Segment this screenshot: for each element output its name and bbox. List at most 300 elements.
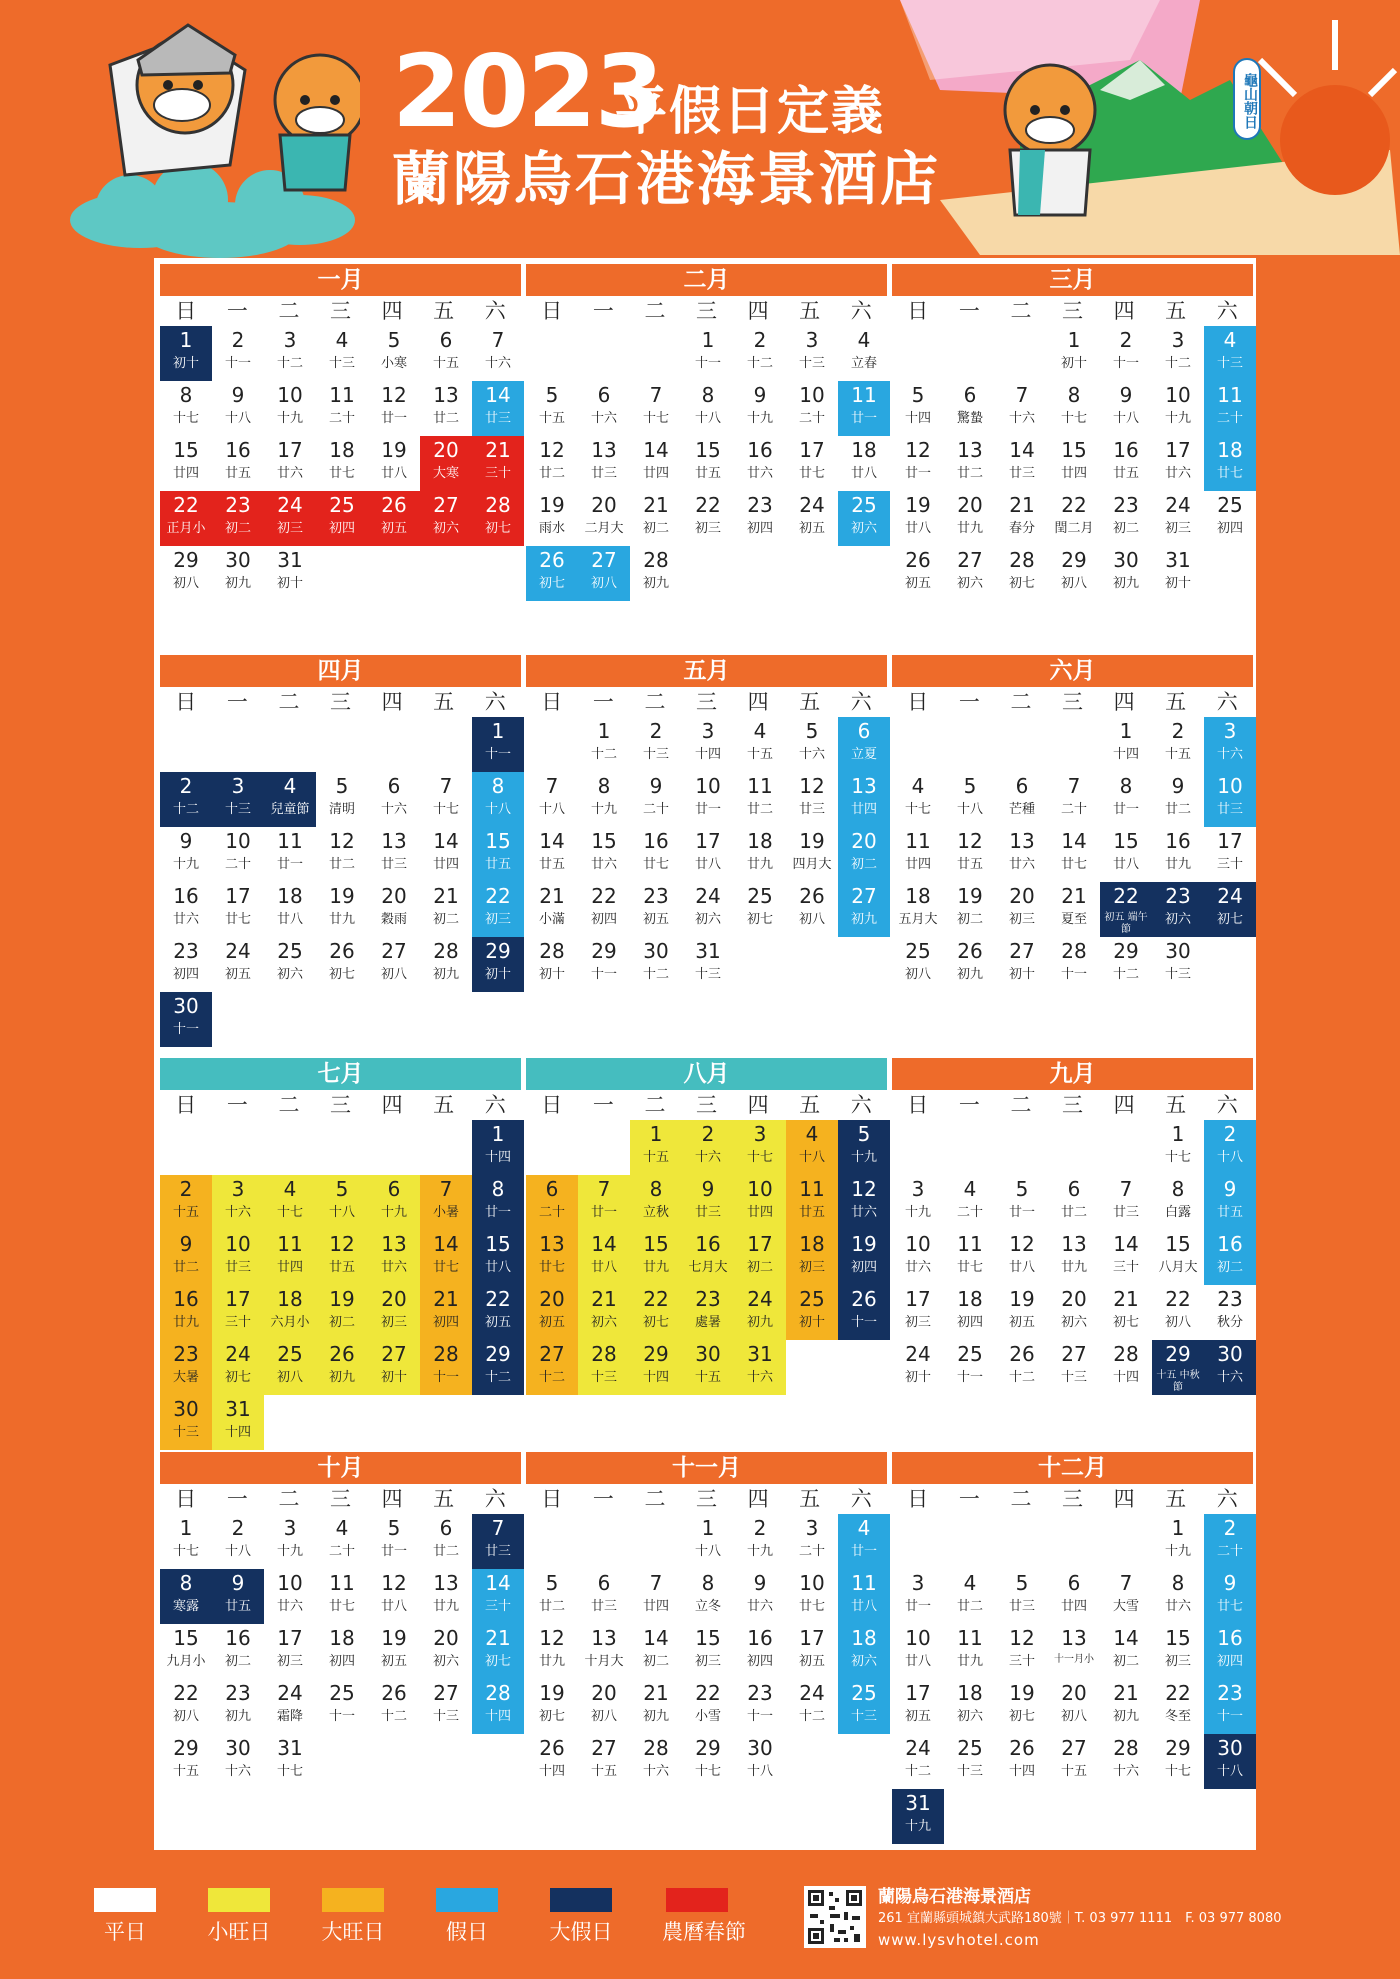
lunar-date: 廿四 xyxy=(432,857,459,872)
weekday-label: 四 xyxy=(747,299,769,323)
legend-item xyxy=(546,1888,616,1946)
lunar-date: 廿七 xyxy=(538,1260,565,1275)
day-number: 15 xyxy=(1165,1232,1191,1256)
lunar-date: 廿四 xyxy=(850,802,877,817)
lunar-date: 初五 xyxy=(904,1709,931,1724)
day-cell xyxy=(682,827,734,882)
lunar-date: 初十 xyxy=(798,1315,825,1330)
month-1 xyxy=(160,264,521,591)
day-cell xyxy=(1048,882,1100,937)
day-number: 27 xyxy=(1061,1342,1087,1366)
day-cell xyxy=(368,1230,420,1285)
day-number: 20 xyxy=(381,1287,407,1311)
day-number: 4 xyxy=(911,774,925,798)
lunar-date: 初九 xyxy=(746,1315,773,1330)
weekday-label: 日 xyxy=(541,1093,563,1117)
day-number: 31 xyxy=(905,1791,931,1815)
day-number: 6 xyxy=(387,774,401,798)
weekday-label: 日 xyxy=(907,1487,929,1511)
weekday-label: 三 xyxy=(1062,1487,1084,1511)
day-cell xyxy=(1048,1569,1100,1624)
day-number: 24 xyxy=(277,493,303,517)
weekday-label: 一 xyxy=(226,1093,248,1117)
month-header: 十二月 xyxy=(892,1452,1253,1484)
day-cell xyxy=(892,1340,944,1395)
lunar-date: 廿一 xyxy=(1112,802,1139,817)
lunar-date: 廿一 xyxy=(694,802,721,817)
month-header: 三月 xyxy=(892,264,1253,296)
day-cell xyxy=(264,1734,316,1789)
day-cell xyxy=(1048,436,1100,491)
month-header: 四月 xyxy=(160,655,521,687)
day-number: 1 xyxy=(1171,1516,1185,1540)
lunar-date: 廿三 xyxy=(380,857,407,872)
day-cell xyxy=(578,1569,630,1624)
lunar-date: 二十 xyxy=(538,1205,565,1220)
day-cell xyxy=(838,772,890,827)
day-cell xyxy=(1048,381,1100,436)
day-number: 28 xyxy=(539,939,565,963)
day-number: 4 xyxy=(335,1516,349,1540)
day-number: 26 xyxy=(1009,1342,1035,1366)
day-number: 29 xyxy=(1061,548,1087,572)
lunar-date: 立春 xyxy=(850,356,877,371)
day-cell xyxy=(630,436,682,491)
day-number: 28 xyxy=(433,1342,459,1366)
day-cell xyxy=(472,1285,524,1340)
day-cell xyxy=(368,436,420,491)
day-cell xyxy=(212,1395,264,1450)
day-number: 20 xyxy=(591,1681,617,1705)
lunar-date: 二十 xyxy=(798,411,825,426)
weekday-header-row xyxy=(892,1090,1253,1120)
legend-label: 大假日 xyxy=(549,1920,613,1944)
month-3 xyxy=(892,264,1253,591)
day-number: 19 xyxy=(539,1681,565,1705)
lunar-date: 十五 xyxy=(590,1764,617,1779)
day-number: 30 xyxy=(225,548,251,572)
lunar-date: 十六 xyxy=(224,1205,251,1220)
day-cell xyxy=(944,436,996,491)
day-cell xyxy=(838,1569,890,1624)
weekday-label: 五 xyxy=(1165,299,1187,323)
lunar-date: 十三 xyxy=(956,1764,983,1779)
legend-item xyxy=(318,1888,388,1946)
day-number: 16 xyxy=(173,884,199,908)
day-cell xyxy=(420,436,472,491)
day-number: 29 xyxy=(1165,1736,1191,1760)
day-cell xyxy=(212,491,264,546)
day-cell xyxy=(682,491,734,546)
day-cell xyxy=(420,1230,472,1285)
day-number: 10 xyxy=(225,1232,251,1256)
day-cell xyxy=(1100,491,1152,546)
day-cell xyxy=(682,1679,734,1734)
day-cell xyxy=(1204,491,1256,546)
day-cell xyxy=(630,1734,682,1789)
lunar-date: 初二 xyxy=(328,1315,355,1330)
day-cell xyxy=(1100,882,1152,937)
lunar-date: 十三 xyxy=(224,802,251,817)
day-cell xyxy=(212,1285,264,1340)
day-cell xyxy=(526,1230,578,1285)
day-cell xyxy=(526,1285,578,1340)
day-number: 10 xyxy=(277,1571,303,1595)
day-cell xyxy=(264,937,316,992)
lunar-date: 十一 xyxy=(746,1709,773,1724)
day-cell xyxy=(1152,381,1204,436)
day-number: 15 xyxy=(485,1232,511,1256)
day-number: 13 xyxy=(433,1571,459,1595)
weekday-label: 五 xyxy=(433,690,455,714)
day-number: 19 xyxy=(329,884,355,908)
lunar-date: 廿三 xyxy=(1112,1205,1139,1220)
lunar-date: 十一 xyxy=(1112,356,1139,371)
day-cell xyxy=(786,1230,838,1285)
lunar-date: 初三 xyxy=(694,1654,721,1669)
day-number: 30 xyxy=(1165,939,1191,963)
day-number: 23 xyxy=(1165,884,1191,908)
weekday-header-row xyxy=(526,1484,887,1514)
day-cell xyxy=(212,1340,264,1395)
day-number: 17 xyxy=(225,1287,251,1311)
lunar-date: 廿二 xyxy=(432,1544,459,1559)
lunar-date: 廿五 xyxy=(694,466,721,481)
weekday-label: 四 xyxy=(747,1093,769,1117)
day-cell xyxy=(368,1175,420,1230)
day-cell xyxy=(892,1175,944,1230)
day-cell xyxy=(892,772,944,827)
day-number: 8 xyxy=(491,774,505,798)
day-cell xyxy=(526,1624,578,1679)
day-number: 13 xyxy=(851,774,877,798)
lunar-date: 初四 xyxy=(172,967,199,982)
day-cell xyxy=(734,1679,786,1734)
lunar-date: 十八 xyxy=(484,802,511,817)
lunar-date: 十六 xyxy=(1216,1370,1243,1385)
day-cell xyxy=(838,717,890,772)
footer-website-link[interactable]: www.lysvhotel.com xyxy=(878,1931,1040,1949)
lunar-date: 廿四 xyxy=(746,1205,773,1220)
weekday-label: 五 xyxy=(1165,1487,1187,1511)
lunar-date: 十六 xyxy=(1008,411,1035,426)
day-number: 8 xyxy=(597,774,611,798)
lunar-date: 廿七 xyxy=(798,1599,825,1614)
day-cell xyxy=(1204,1175,1256,1230)
lunar-date: 十五 xyxy=(1060,1764,1087,1779)
day-cell xyxy=(264,1569,316,1624)
lunar-date: 初二 xyxy=(1112,1654,1139,1669)
day-number: 2 xyxy=(649,719,663,743)
lunar-date: 十四 xyxy=(224,1425,251,1440)
day-cell xyxy=(734,1230,786,1285)
lunar-date: 十九 xyxy=(276,411,303,426)
day-number: 23 xyxy=(225,1681,251,1705)
day-cell xyxy=(368,1285,420,1340)
day-number: 27 xyxy=(591,548,617,572)
weekday-header-row xyxy=(892,1484,1253,1514)
day-number: 3 xyxy=(283,1516,297,1540)
month-header: 十一月 xyxy=(526,1452,887,1484)
lunar-date: 十二 xyxy=(590,747,617,762)
day-cell xyxy=(996,1734,1048,1789)
day-cell xyxy=(526,772,578,827)
weekday-label: 一 xyxy=(592,690,614,714)
lunar-date: 十二 xyxy=(1112,967,1139,982)
lunar-date: 廿二 xyxy=(1164,802,1191,817)
day-cell xyxy=(1048,1734,1100,1789)
weekday-label: 六 xyxy=(484,1487,506,1511)
lunar-date: 廿四 xyxy=(1060,1599,1087,1614)
lunar-date: 廿一 xyxy=(484,1205,511,1220)
day-cell xyxy=(892,1569,944,1624)
day-number: 12 xyxy=(329,1232,355,1256)
lunar-date: 初七 xyxy=(224,1370,251,1385)
day-cell xyxy=(526,546,578,601)
lunar-date: 十二 xyxy=(798,1709,825,1724)
day-cell xyxy=(160,882,212,937)
day-cell xyxy=(160,546,212,601)
lunar-date: 初五 xyxy=(380,521,407,536)
day-number: 17 xyxy=(225,884,251,908)
lunar-date: 廿七 xyxy=(956,1260,983,1275)
lunar-date: 廿六 xyxy=(172,912,199,927)
day-cell xyxy=(578,772,630,827)
day-number: 11 xyxy=(799,1177,825,1201)
day-cell xyxy=(996,1569,1048,1624)
day-number: 19 xyxy=(851,1232,877,1256)
day-number: 7 xyxy=(649,383,663,407)
day-number: 30 xyxy=(1113,548,1139,572)
weekday-label: 二 xyxy=(278,299,300,323)
lunar-date: 廿六 xyxy=(850,1205,877,1220)
lunar-date: 初二 xyxy=(1216,1260,1243,1275)
footer-hotel-name: 蘭陽烏石港海景酒店 xyxy=(878,1887,1031,1907)
lunar-date: 初三 xyxy=(484,912,511,927)
lunar-date: 十五 xyxy=(538,411,565,426)
day-number: 26 xyxy=(381,1681,407,1705)
lunar-date: 十八 xyxy=(1216,1150,1243,1165)
weekday-label: 日 xyxy=(175,299,197,323)
lunar-date: 十九 xyxy=(380,1205,407,1220)
day-cell xyxy=(1204,436,1256,491)
month-10 xyxy=(160,1452,521,1779)
day-number: 25 xyxy=(851,493,877,517)
day-cell xyxy=(316,1569,368,1624)
weekday-label: 二 xyxy=(1010,690,1032,714)
day-number: 2 xyxy=(753,1516,767,1540)
day-number: 17 xyxy=(799,438,825,462)
day-number: 8 xyxy=(701,1571,715,1595)
lunar-date: 初八 xyxy=(1164,1315,1191,1330)
lunar-date: 二十 xyxy=(1060,802,1087,817)
day-number: 27 xyxy=(433,1681,459,1705)
day-cell xyxy=(212,546,264,601)
day-number: 8 xyxy=(491,1177,505,1201)
day-cell xyxy=(630,1230,682,1285)
day-cell xyxy=(1152,1514,1204,1569)
lunar-date: 初五 xyxy=(484,1315,511,1330)
day-cell xyxy=(578,546,630,601)
day-cell xyxy=(630,1120,682,1175)
lunar-date: 十二 xyxy=(642,967,669,982)
legend-label: 假日 xyxy=(446,1920,488,1944)
day-number: 25 xyxy=(277,939,303,963)
lunar-date: 十三 xyxy=(590,1370,617,1385)
day-cell xyxy=(892,546,944,601)
day-cell xyxy=(1100,1175,1152,1230)
lunar-date: 十二 xyxy=(746,356,773,371)
lunar-date: 十八 xyxy=(224,411,251,426)
day-cell xyxy=(316,436,368,491)
day-number: 10 xyxy=(905,1626,931,1650)
day-number: 21 xyxy=(433,884,459,908)
day-cell xyxy=(892,1679,944,1734)
day-number: 23 xyxy=(1113,493,1139,517)
legend-item xyxy=(204,1888,274,1946)
day-number: 19 xyxy=(381,438,407,462)
day-cell xyxy=(682,1230,734,1285)
day-cell xyxy=(786,827,838,882)
day-cell xyxy=(734,772,786,827)
day-cell xyxy=(316,1175,368,1230)
day-cell xyxy=(786,1175,838,1230)
day-number: 7 xyxy=(491,328,505,352)
lunar-date: 初九 xyxy=(432,967,459,982)
day-number: 28 xyxy=(1113,1342,1139,1366)
lunar-date: 廿二 xyxy=(538,1599,565,1614)
lunar-date: 十九 xyxy=(276,1544,303,1559)
day-number: 27 xyxy=(433,493,459,517)
day-cell xyxy=(578,1340,630,1395)
lunar-date: 廿九 xyxy=(328,912,355,927)
lunar-date: 初二 xyxy=(642,1654,669,1669)
day-number: 30 xyxy=(173,1397,199,1421)
day-cell xyxy=(1152,326,1204,381)
day-number: 1 xyxy=(701,328,715,352)
day-number: 17 xyxy=(277,438,303,462)
day-number: 3 xyxy=(283,328,297,352)
day-cell xyxy=(578,937,630,992)
lunar-date: 三十 xyxy=(484,1599,511,1614)
day-number: 26 xyxy=(905,548,931,572)
day-number: 4 xyxy=(283,1177,297,1201)
month-header: 十月 xyxy=(160,1452,521,1484)
weekday-label: 六 xyxy=(484,299,506,323)
weekday-label: 一 xyxy=(958,690,980,714)
day-cell xyxy=(316,937,368,992)
day-cell xyxy=(682,1624,734,1679)
day-number: 14 xyxy=(485,383,511,407)
day-number: 11 xyxy=(957,1626,983,1650)
month-5 xyxy=(526,655,887,982)
day-number: 4 xyxy=(857,1516,871,1540)
day-cell xyxy=(420,1569,472,1624)
day-number: 20 xyxy=(851,829,877,853)
day-cell xyxy=(1204,772,1256,827)
lunar-date: 穀雨 xyxy=(380,912,407,927)
day-number: 24 xyxy=(799,1681,825,1705)
lunar-date: 十一 xyxy=(484,747,511,762)
lunar-date: 初六 xyxy=(850,521,877,536)
day-cell xyxy=(368,882,420,937)
day-cell xyxy=(1100,717,1152,772)
day-number: 16 xyxy=(643,829,669,853)
lunar-date: 廿三 xyxy=(484,411,511,426)
day-number: 27 xyxy=(851,884,877,908)
weekday-label: 二 xyxy=(278,690,300,714)
day-number: 28 xyxy=(643,1736,669,1760)
lunar-date: 十四 xyxy=(1008,1764,1035,1779)
lunar-date: 十三 xyxy=(172,1425,199,1440)
day-cell xyxy=(1204,1624,1256,1679)
day-cell xyxy=(630,1624,682,1679)
lunar-date: 廿四 xyxy=(642,1599,669,1614)
lunar-date: 正月小 xyxy=(166,521,206,536)
day-number: 3 xyxy=(231,774,245,798)
day-cell xyxy=(316,1230,368,1285)
month-6 xyxy=(892,655,1253,982)
day-number: 29 xyxy=(485,939,511,963)
day-cell xyxy=(160,1340,212,1395)
lunar-date: 初二 xyxy=(746,1260,773,1275)
lunar-date: 廿七 xyxy=(798,466,825,481)
lunar-date: 三十 xyxy=(1112,1260,1139,1275)
day-number: 5 xyxy=(545,1571,559,1595)
day-cell xyxy=(1204,1734,1256,1789)
day-cell xyxy=(682,1175,734,1230)
day-number: 12 xyxy=(851,1177,877,1201)
day-number: 6 xyxy=(1067,1177,1081,1201)
lunar-date: 十八 xyxy=(1216,1764,1243,1779)
day-number: 10 xyxy=(695,774,721,798)
lunar-date: 廿一 xyxy=(380,411,407,426)
day-number: 14 xyxy=(1009,438,1035,462)
weekday-label: 二 xyxy=(1010,1093,1032,1117)
day-number: 6 xyxy=(963,383,977,407)
day-cell xyxy=(996,1340,1048,1395)
day-number: 11 xyxy=(329,383,355,407)
day-cell xyxy=(734,436,786,491)
weekday-label: 四 xyxy=(747,1487,769,1511)
day-cell xyxy=(420,827,472,882)
weekday-label: 六 xyxy=(1216,299,1238,323)
weekday-label: 三 xyxy=(1062,690,1084,714)
day-number: 18 xyxy=(277,1287,303,1311)
day-number: 27 xyxy=(1061,1736,1087,1760)
lunar-date: 初七 xyxy=(1216,912,1243,927)
day-number: 22 xyxy=(1113,884,1139,908)
lunar-date: 十三 xyxy=(798,356,825,371)
lunar-date: 秋分 xyxy=(1216,1315,1243,1330)
lunar-date: 初四 xyxy=(1216,521,1243,536)
day-number: 14 xyxy=(433,1232,459,1256)
lunar-date: 十六 xyxy=(224,1764,251,1779)
day-number: 9 xyxy=(1119,383,1133,407)
day-number: 3 xyxy=(911,1177,925,1201)
month-11 xyxy=(526,1452,887,1779)
lunar-date: 十八 xyxy=(328,1205,355,1220)
day-cell xyxy=(1152,1624,1204,1679)
weekday-label: 五 xyxy=(1165,690,1187,714)
day-cell xyxy=(734,1514,786,1569)
lunar-date: 初七 xyxy=(1112,1315,1139,1330)
lunar-date: 初九 xyxy=(1112,1709,1139,1724)
day-number: 5 xyxy=(911,383,925,407)
lunar-date: 廿九 xyxy=(956,521,983,536)
month-header: 九月 xyxy=(892,1058,1253,1090)
lunar-date: 小暑 xyxy=(432,1205,459,1220)
